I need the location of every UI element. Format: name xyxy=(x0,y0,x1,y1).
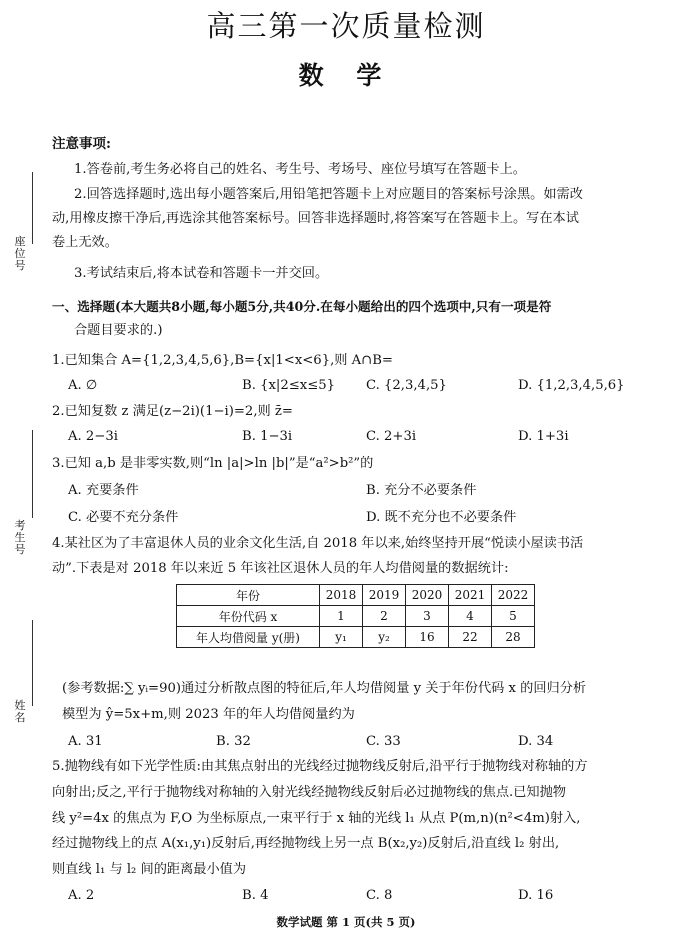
q4-stem-line-3: (参考数据:∑ yᵢ=90)通过分析散点图的特征后,年人均借阅量 y 关于年份代码 x 的回归分析 xyxy=(62,681,587,696)
q4-option-c: C. 33 xyxy=(366,734,401,749)
table-cell: y₁ xyxy=(320,627,363,648)
margin-line-1 xyxy=(32,172,33,244)
table-cell: 16 xyxy=(406,627,449,648)
q1-option-d: D. {1,2,3,4,5,6} xyxy=(518,378,625,393)
table-cell: 5 xyxy=(492,606,535,627)
section-heading: 一、选择题(本大题共8小题,每小题5分,共40分.在每小题给出的四个选项中,只有一项是符 xyxy=(52,299,552,314)
table-cell: 4 xyxy=(449,606,492,627)
notes-line-5: 3.考试结束后,将本试卷和答题卡一并交回。 xyxy=(74,266,329,281)
q3-option-c: C. 必要不充分条件 xyxy=(68,510,179,525)
margin-label-examinee-no: 考生号 xyxy=(14,519,26,556)
q2-option-a: A. 2−3i xyxy=(68,429,118,444)
notes-line-1: 1.答卷前,考生务必将自己的姓名、考生号、考场号、座位号填写在答题卡上。 xyxy=(74,162,526,177)
table-row xyxy=(177,585,535,606)
table-cell: 2019 xyxy=(363,585,406,606)
table-cell: 年份 xyxy=(177,585,320,606)
q5-option-a: A. 2 xyxy=(68,888,95,903)
notes-heading: 注意事项: xyxy=(52,136,111,152)
notes-line-3: 动,用橡皮擦干净后,再选涂其他答案标号。回答非选择题时,将答案写在答题卡上。写在本试 xyxy=(52,211,579,226)
q2-option-b: B. 1−3i xyxy=(242,429,293,444)
margin-label-seat: 座位号 xyxy=(14,235,26,272)
q3-option-a: A. 充要条件 xyxy=(68,483,139,498)
q1-option-b: B. {x|2≤x≤5} xyxy=(242,378,336,393)
q4-option-b: B. 32 xyxy=(216,734,251,749)
notes-line-2: 2.回答选择题时,选出每小题答案后,用铅笔把答题卡上对应题目的答案标号涂黑。如需改 xyxy=(74,187,583,202)
table-cell: 2021 xyxy=(449,585,492,606)
page-footer: 数学试题 第 1 页(共 5 页) xyxy=(276,915,416,929)
table-cell: 2020 xyxy=(406,585,449,606)
q5-stem-line-3: 线 y²=4x 的焦点为 F,O 为坐标原点,一束平行于 x 轴的光线 l₁ 从点 P(m,n)(n²<4m)射入, xyxy=(52,811,581,826)
q2-option-c: C. 2+3i xyxy=(366,429,417,444)
subject-title: 数 学 xyxy=(298,61,394,90)
data-table xyxy=(176,584,535,648)
q5-option-c: C. 8 xyxy=(366,888,393,903)
table-row xyxy=(177,606,535,627)
q4-option-a: A. 31 xyxy=(68,734,103,749)
q3-stem: 3.已知 a,b 是非零实数,则“ln |a|>ln |b|”是“a²>b²”的 xyxy=(52,456,374,471)
notes-line-4: 卷上无效。 xyxy=(52,235,118,250)
q1-stem: 1.已知集合 A={1,2,3,4,5,6},B={x|1<x<6},则 A∩B= xyxy=(52,353,393,368)
q1-option-c: C. {2,3,4,5} xyxy=(366,378,447,393)
table-cell: 年份代码 x xyxy=(177,606,320,627)
table-cell: 22 xyxy=(449,627,492,648)
q4-stem-line-1: 4.某社区为了丰富退休人员的业余文化生活,自 2018 年以来,始终坚持开展“悦读小屋读书活 xyxy=(52,536,584,551)
table-cell: 2 xyxy=(363,606,406,627)
q2-stem: 2.已知复数 z 满足(z−2i)(1−i)=2,则 z̄= xyxy=(52,404,293,419)
margin-label-name: 姓名 xyxy=(14,699,26,724)
q5-stem-line-2: 向射出;反之,平行于抛物线对称轴的入射光线经抛物线反射后必过抛物线的焦点.已知抛物 xyxy=(52,785,566,800)
table-cell: y₂ xyxy=(363,627,406,648)
table-cell: 年人均借阅量 y(册) xyxy=(177,627,320,648)
q2-option-d: D. 1+3i xyxy=(518,429,569,444)
q5-stem-line-1: 5.抛物线有如下光学性质:由其焦点射出的光线经过抛物线反射后,沿平行于抛物线对称轴的方 xyxy=(52,759,588,774)
table-row xyxy=(177,627,535,648)
margin-line-2 xyxy=(32,430,33,518)
q3-option-d: D. 既不充分也不必要条件 xyxy=(366,510,517,525)
table-cell: 28 xyxy=(492,627,535,648)
exam-title: 高三第一次质量检测 xyxy=(206,9,486,43)
q3-option-b: B. 充分不必要条件 xyxy=(366,483,477,498)
q1-option-a: A. ∅ xyxy=(68,378,98,393)
q5-stem-line-5: 则直线 l₁ 与 l₂ 间的距离最小值为 xyxy=(52,862,247,877)
q4-stem-line-2: 动”.下表是对 2018 年以来近 5 年该社区退休人员的年人均借阅量的数据统计: xyxy=(52,561,509,576)
q5-stem-line-4: 经过抛物线上的点 A(x₁,y₁)反射后,再经抛物线上另一点 B(x₂,y₂)反射后,沿直线 l₂ 射出, xyxy=(52,836,560,851)
table-cell: 1 xyxy=(320,606,363,627)
table-cell: 3 xyxy=(406,606,449,627)
q4-stem-line-4: 模型为 ŷ=5x+m,则 2023 年的年人均借阅量约为 xyxy=(62,707,355,722)
section-heading-cont: 合题目要求的.) xyxy=(74,323,163,338)
q4-option-d: D. 34 xyxy=(518,734,554,749)
q5-option-b: B. 4 xyxy=(242,888,269,903)
margin-line-3 xyxy=(32,620,33,706)
q5-option-d: D. 16 xyxy=(518,888,554,903)
table-cell: 2018 xyxy=(320,585,363,606)
table-cell: 2022 xyxy=(492,585,535,606)
